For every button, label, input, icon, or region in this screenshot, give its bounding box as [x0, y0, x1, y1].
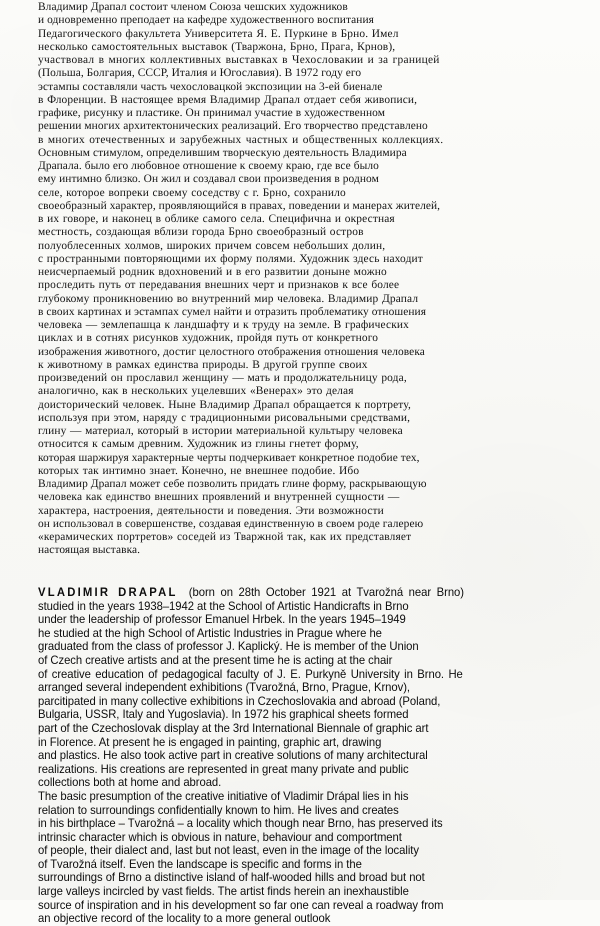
russian-line: он использовал в совершенстве, создавая единственную в своем роде галерею: [38, 517, 424, 530]
russian-line: полуоблесенных холмов, широких причем совсем небольших долин,: [38, 239, 386, 252]
russian-line: человека — землепашца к ландшафту и к труду на земле. В графических: [38, 319, 409, 331]
russian-line: которая шаржируя характерные черты подчеркивает конкретное подобие тех,: [38, 451, 420, 464]
english-line: parcitipated in many collective exhibitions in Czechoslovakia and abroad (Poland,: [38, 694, 441, 708]
russian-line: человека как единство внешних проявлений и внутренней сущности —: [38, 491, 400, 504]
russian-line: решении многих архитектонических реализаций. Его творчество представлено: [38, 120, 428, 133]
russian-line: глину — материал, который в истории материальной культыру человека: [38, 425, 403, 437]
russian-line: Владимир Драпал состоит членом Союза чешских художников: [38, 1, 348, 13]
russian-line: своеобразный характер, проявляющийся в правах, поведении и манерах жителей,: [38, 199, 441, 212]
russian-line: местность, создающая вблизи города Брно своеобразный остров: [38, 226, 364, 239]
english-line: part of the Czechoslovak display at the 3rd International Biennale of graphic art: [38, 721, 429, 735]
english-line: of Czech creative artists and at the present time he is acting at the chair: [38, 653, 393, 667]
russian-line: настоящая выставка.: [38, 544, 141, 557]
russian-line: селе, которое вопреки своему соседству с г. Брно, сохранило: [38, 186, 346, 199]
english-line: Bulgaria, USSR, Italy and Yugoslavia). In 1972 his graphical sheets formed: [38, 708, 409, 722]
english-line: of people, their dialect and, last but not least, even in the image of the locality: [38, 844, 419, 858]
english-line: studied in the years 1938–1942 at the School of Artistic Handicrafts in Brno: [38, 599, 409, 613]
russian-line: несколько самостоятельных выставок (Тваржона, Брно, Прага, Крнов),: [38, 40, 396, 53]
english-line-clipped: an objective record of the locality to a more general outlook: [38, 912, 331, 926]
russian-line: проследить путь от передавания внешних черт и признаков к все более: [38, 279, 400, 292]
english-line: in his birthplace – Tvarožná – a locality which though near Brno, has preserved its: [38, 817, 443, 831]
english-line: of Tvarožná itself. Even the landscape is specific and forms in the: [38, 857, 362, 871]
english-line: collections both at home and abroad.: [38, 776, 222, 790]
russian-line: ему интимно близко. Он жил и создавал свои произведения в родном: [38, 173, 379, 186]
english-line: graduated from the class of professor J. Kaplický. He is member of the Union: [38, 640, 419, 654]
russian-line: Владимир Драпал может себе позволить придать глине форму, раскрывающую: [38, 478, 427, 490]
english-line: source of inspiration and in his development so far one can reveal a roadway from: [38, 898, 444, 912]
russian-line: (Польша, Болгария, СССР, Италия и Югославия). В 1972 году его: [38, 67, 362, 80]
russian-line: произведений он прославил женщину — мать и продолжательницу рода,: [38, 372, 407, 384]
russian-line: графике, рисунку и пластике. Он принимал участие в художественном: [38, 107, 385, 119]
english-line: The basic presumption of the creative initiative of Vladimir Drápal lies in his: [38, 789, 409, 803]
english-line: surroundings of Brno a distinctive island of half-wooded hills and broad but not: [38, 871, 425, 885]
english-line: he studied at the high School of Artistic Industries in Prague where he: [38, 626, 382, 640]
russian-line: «керамических портретов» соседей из Тваржной так, как их представляет: [38, 531, 412, 543]
english-line: relation to surroundings confidentially known to him. He lives and creates: [38, 803, 399, 817]
english-line: under the leadership of professor Emanuel Hrbek. In the years 1945–1949: [38, 613, 406, 627]
russian-line: которых так интимно знает. Конечно, не внешнее подобие. Ибо: [38, 464, 360, 477]
artist-name: VLADIMIR DRAPAL: [38, 586, 178, 599]
english-line: arranged several independent exhibitions (Tvarožná, Brno, Prague, Krnov),: [38, 681, 411, 695]
russian-line: Драпала. было его любовное отношение к своему краю, где все было: [38, 160, 379, 172]
russian-line: Педагогического факультета Университета Я. Е. Пуркине в Брно. Имел: [38, 27, 399, 40]
english-line: in Florence. At present he is engaged in painting, graphic art, drawing: [38, 735, 382, 749]
russian-line: эстампы составляли часть чехословацкой экспозиции на 3-ей биенале: [38, 80, 383, 93]
russian-line: циклах и в сотнях рисунков художник, пройдя путь от конкретного: [38, 332, 379, 345]
russian-line: аналогично, как в нескольких уцелевших «Венерах» это делая: [38, 385, 354, 398]
russian-line: к животному в рамках единства природы. В другой группе своих: [38, 358, 368, 371]
russian-line: и одновременно преподает на кафедре художественного воспитания: [38, 14, 374, 27]
russian-line: в Флоренции. В настоящее время Владимир Драпал отдает себя живописи,: [38, 93, 418, 106]
russian-line: используя при этом, наряду с традиционными рисовальными средствами,: [38, 411, 411, 424]
russian-text-block: [38, 1, 574, 558]
artist-birth-note: (born on 28th October 1921 at Tvarožná near Brno): [177, 586, 464, 599]
english-line: intrinsic character which is obvious in nature, behaviour and comportment: [38, 830, 402, 844]
russian-line: неисчерпаемый родник вдохновений и в его развитии доныне можно: [38, 266, 387, 278]
russian-line: изображения животного, достиг целостного отображения отношения человека: [38, 345, 425, 358]
russian-line: в их говоре, и наконец в облике самого села. Специфична и окрестная: [38, 213, 395, 225]
russian-line: доисторический человек. Ныне Владимир Драпал обращается к портрету,: [38, 398, 411, 411]
russian-line: Основным стимулом, определившим творческую деятельность Владимира: [38, 146, 407, 159]
russian-line: глубокому проникновению во внутренний мир человека. Владимир Драпал: [38, 292, 419, 305]
russian-line: в своих картинах и эстампах сумел найти и отразить проблематику отношения: [38, 305, 427, 318]
english-line: realizations. His creations are represented in great many private and public: [38, 762, 409, 776]
russian-line: относится к самым древним. Художник из глины гнетет форму,: [38, 438, 359, 451]
russian-line: с пространными повторяющими их форму полями. Художник здесь находит: [38, 252, 423, 265]
english-line: and plastics. He also took active part in creative solutions of many architectural: [38, 749, 428, 763]
russian-line: характера, настроения, деятельности и поведения. Эти возможности: [38, 504, 384, 517]
english-text-block: [38, 586, 578, 926]
english-headline: [38, 586, 559, 600]
russian-line: участвовал в многих коллективных выставках в Чехословакии и за границей: [38, 54, 440, 66]
russian-line: в многих отечественных и зарубежных частных и общественных коллекциях.: [38, 133, 444, 146]
english-line: of creative education of pedagogical faculty of J. E. Purkyně University in Brno. He: [38, 667, 463, 681]
english-line: large valleys incircled by vast fields. The artist finds herein an inexhaustible: [38, 885, 409, 899]
